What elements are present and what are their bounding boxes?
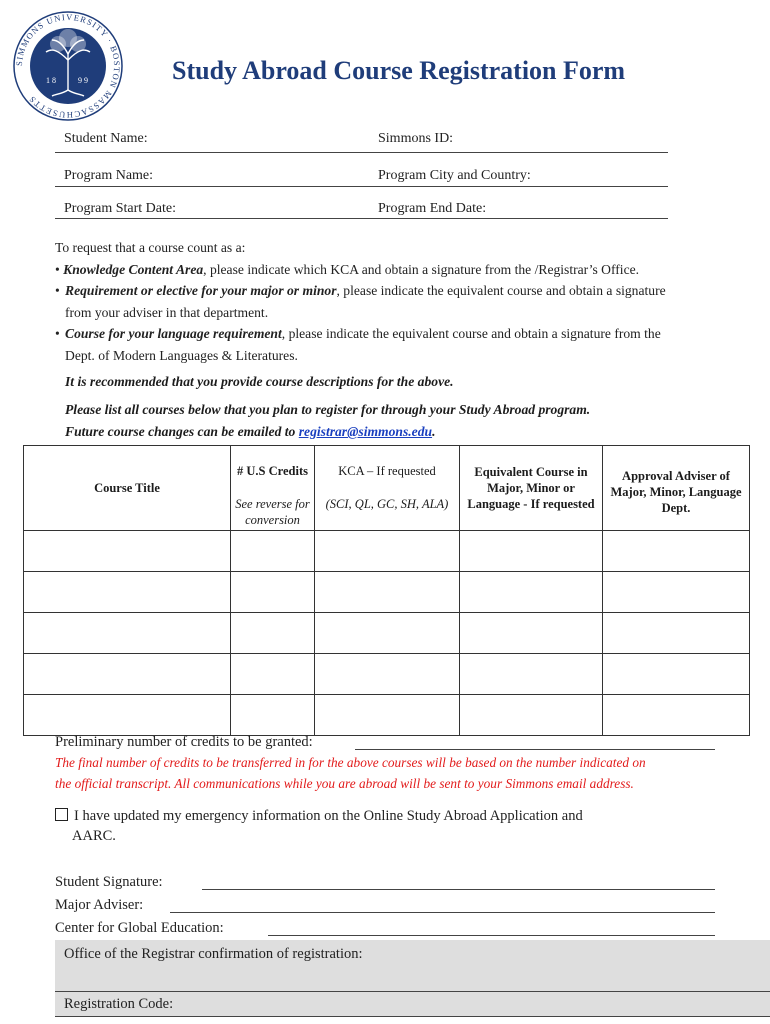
program-end-field[interactable] (372, 218, 668, 219)
table-row (24, 572, 750, 613)
emergency-checkbox[interactable] (55, 808, 68, 821)
red-note-line2: the official transcript. All communications while you are abroad will be sent to your Simmons email address. (55, 776, 634, 791)
simmons-id-label: Simmons ID: (378, 131, 454, 146)
program-start-label: Program Start Date: (64, 201, 176, 216)
course-title-cell[interactable] (24, 654, 231, 695)
table-header-row (24, 446, 750, 531)
major-adviser-label: Major Adviser: (55, 897, 144, 913)
program-city-label: Program City and Country: (378, 168, 531, 183)
emergency-checkbox-label-2: AARC. (72, 828, 116, 844)
page-title: Study Abroad Course Registration Form (172, 56, 626, 85)
seal-ring-text: SIMMONS UNIVERSITY · BOSTON MASSACHUSETTS (13, 11, 123, 121)
registrar-confirmation-label: Office of the Registrar confirmation of registration: (64, 946, 363, 962)
bullet-language-text: , please indicate the equivalent course and obtain a signature from the Dept. of Modern Languages & Literatures. (65, 326, 661, 363)
university-seal-logo (12, 10, 124, 122)
kca-cell[interactable] (315, 572, 460, 613)
bullet-major-text: , please indicate the equivalent course and obtain a signature from your adviser in that department. (65, 283, 666, 320)
kca-cell[interactable] (315, 531, 460, 572)
registrar-email-link[interactable]: registrar@simmons.edu (298, 424, 433, 439)
emergency-checkbox-row (55, 808, 583, 825)
course-table (23, 445, 750, 736)
equivalent-cell[interactable] (460, 531, 603, 572)
header-kca-label: KCA – If requested (338, 464, 436, 478)
header-credits-label: # U.S Credits (237, 464, 308, 478)
student-name-field[interactable] (55, 152, 372, 153)
approval-cell[interactable] (603, 654, 750, 695)
credits-cell[interactable] (231, 613, 315, 654)
credits-cell[interactable] (231, 531, 315, 572)
header-approval (603, 446, 750, 531)
bullet-kca-text: , please indicate which KCA and obtain a signature from the /Registrar’s Office. (203, 261, 640, 277)
kca-cell[interactable] (315, 654, 460, 695)
course-title-cell[interactable] (24, 613, 231, 654)
student-signature-field[interactable] (202, 889, 715, 890)
approval-cell[interactable] (603, 695, 750, 736)
bullet-language: • Course for your language requirement, please indicate the equivalent course and obtain a signature from the Dept. of Modern Languages & Literatures. (55, 326, 661, 363)
header-kca (315, 446, 460, 531)
credits-label: Preliminary number of credits to be granted: (55, 734, 313, 750)
kca-cell[interactable] (315, 695, 460, 736)
header-approval-label: Approval Adviser of Major, Minor, Language Dept. (610, 469, 742, 515)
table-row (24, 654, 750, 695)
instructions-block (55, 237, 715, 366)
recommend-note: It is recommended that you provide course descriptions for the above. (65, 374, 454, 389)
bullet-language-bold: Course for your language requirement (65, 326, 282, 341)
registration-code-label: Registration Code: (64, 996, 174, 1012)
approval-cell[interactable] (603, 613, 750, 654)
bullet-kca-bold: Knowledge Content Area (63, 261, 204, 277)
table-row (24, 695, 750, 736)
red-note-line1: The final number of credits to be transferred in for the above courses will be based on the number indicated on (55, 755, 646, 770)
seal-year-left: 1 8 (46, 76, 56, 85)
emergency-checkbox-label: I have updated my emergency information on the Online Study Abroad Application and (74, 808, 583, 824)
cge-label: Center for Global Education: (55, 920, 224, 936)
bullet-major: • Requirement or elective for your major or minor, please indicate the equivalent course and obtain a signature from your adviser in that department. (55, 283, 666, 320)
changes-suffix: . (432, 424, 436, 439)
header-equivalent (460, 446, 603, 531)
credits-cell[interactable] (231, 695, 315, 736)
registration-code-underline (55, 1016, 770, 1017)
registration-code-box[interactable] (55, 992, 770, 1016)
bullet-kca: • Knowledge Content Area, please indicate which KCA and obtain a signature from the /Registrar’s Office. (55, 261, 640, 277)
program-start-field[interactable] (55, 218, 372, 219)
seal-year-right: 9 9 (78, 76, 88, 85)
program-end-label: Program End Date: (378, 201, 487, 216)
equivalent-cell[interactable] (460, 613, 603, 654)
approval-cell[interactable] (603, 572, 750, 613)
header-equivalent-label: Equivalent Course in Major, Minor or Language - If requested (467, 465, 595, 511)
student-name-label: Student Name: (64, 131, 148, 146)
course-title-cell[interactable] (24, 695, 231, 736)
header-credits-sub: See reverse for conversion (235, 497, 310, 527)
approval-cell[interactable] (603, 531, 750, 572)
cge-field[interactable] (268, 935, 715, 936)
changes-note (65, 424, 435, 440)
program-name-field[interactable] (55, 186, 372, 187)
registrar-confirmation-box[interactable] (55, 940, 770, 991)
equivalent-cell[interactable] (460, 654, 603, 695)
header-kca-sub: (SCI, QL, GC, SH, ALA) (325, 497, 449, 511)
course-title-cell[interactable] (24, 572, 231, 613)
major-adviser-field[interactable] (170, 912, 715, 913)
student-signature-label: Student Signature: (55, 874, 163, 890)
equivalent-cell[interactable] (460, 695, 603, 736)
credits-cell[interactable] (231, 654, 315, 695)
table-row (24, 613, 750, 654)
instructions-intro: To request that a course count as a: (55, 240, 246, 255)
simmons-id-field[interactable] (372, 152, 668, 153)
equivalent-cell[interactable] (460, 572, 603, 613)
bullet-major-bold: Requirement or elective for your major or minor (65, 283, 337, 298)
changes-prefix: Future course changes can be emailed to (65, 424, 299, 439)
list-note: Please list all courses below that you plan to register for through your Study Abroad program. (65, 402, 591, 417)
kca-cell[interactable] (315, 613, 460, 654)
table-row (24, 531, 750, 572)
program-name-label: Program Name: (64, 168, 154, 183)
header-credits (231, 446, 315, 531)
credits-field[interactable] (355, 749, 715, 750)
credits-cell[interactable] (231, 572, 315, 613)
program-city-field[interactable] (372, 186, 668, 187)
course-title-cell[interactable] (24, 531, 231, 572)
header-course-title: Course Title (24, 446, 231, 531)
